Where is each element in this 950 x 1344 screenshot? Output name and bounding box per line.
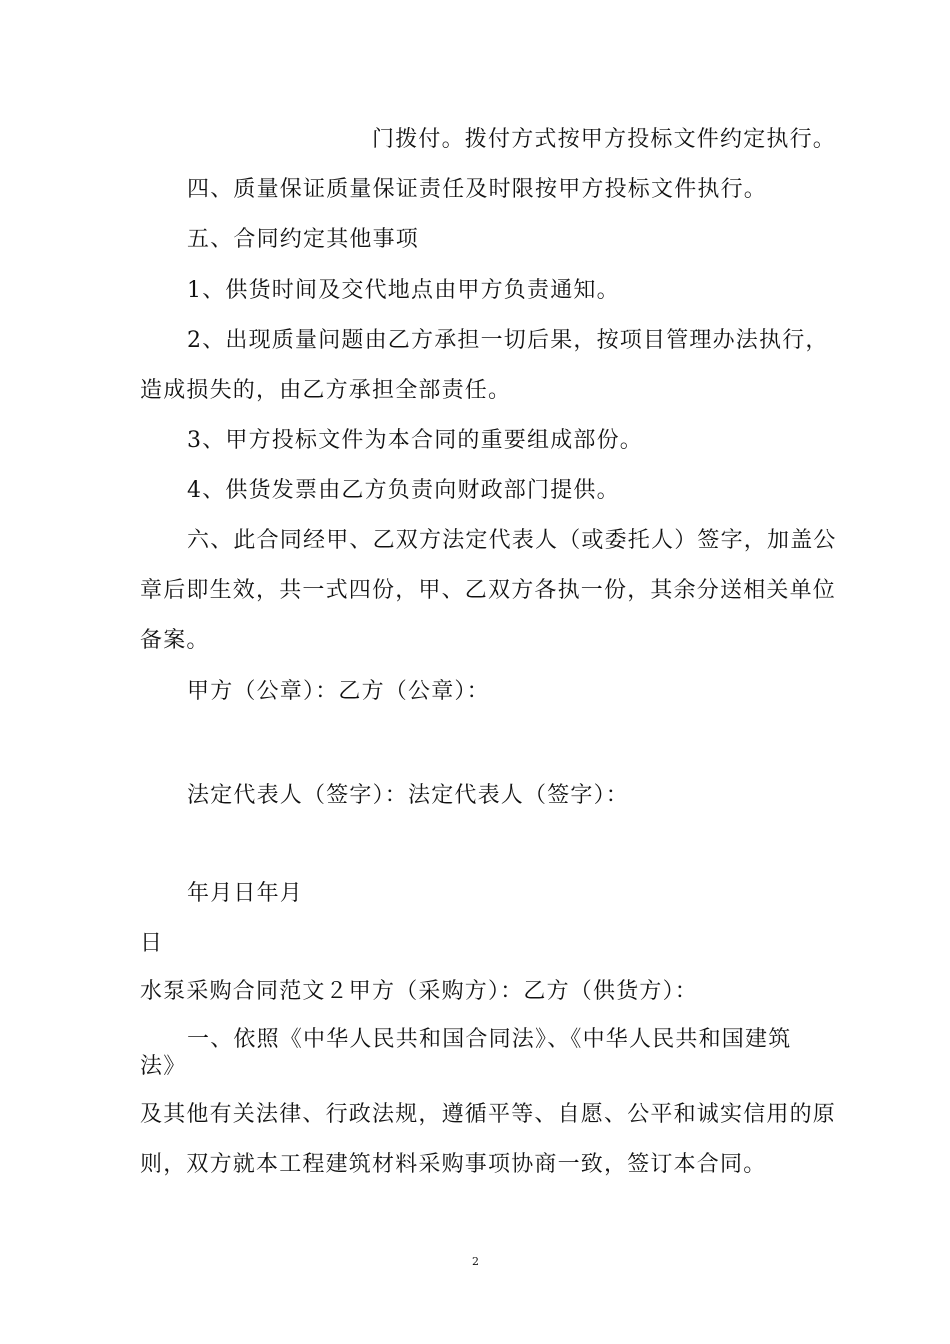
- text-line-3: 五、合同约定其他事项: [187, 227, 420, 252]
- text-line-12: 甲方（公章）：乙方（公章）：: [187, 679, 490, 704]
- text-line-10: 章后即生效，共一式四份，甲、乙双方各执一份，其余分送相关单位: [140, 578, 837, 603]
- text-line-19: 及其他有关法律、行政法规，遵循平等、自愿、公平和诚实信用的原: [140, 1102, 837, 1127]
- text-line-8: 4、供货发票由乙方负责向财政部门提供。: [187, 478, 620, 503]
- text-line-15: 日: [140, 931, 164, 956]
- text-line-20: 则，双方就本工程建筑材料采购事项协商一致，签订本合同。: [140, 1152, 767, 1177]
- text-line-17: 一、依照《中华人民共和国合同法》、《中华人民共和国建筑: [187, 1027, 792, 1052]
- text-line-2: 四、质量保证质量保证责任及时限按甲方投标文件执行。: [187, 177, 768, 202]
- text-line-11: 备案。: [140, 628, 210, 653]
- text-line-7: 3、甲方投标文件为本合同的重要组成部份。: [187, 428, 643, 453]
- text-line-16: 水泵采购合同范文２甲方（采购方）：乙方（供货方）：: [140, 979, 699, 1004]
- text-line-13: 法定代表人（签字）：法定代表人（签字）：: [187, 783, 630, 808]
- page-number: 2: [472, 1255, 479, 1268]
- text-line-18: 法》: [140, 1054, 187, 1079]
- text-line-4: 1、供货时间及交代地点由甲方负责通知。: [187, 278, 620, 303]
- text-line-1: 门拨付。拨付方式按甲方投标文件约定执行。: [372, 127, 837, 152]
- text-line-14: 年月日年月: [187, 881, 304, 906]
- text-line-6: 造成损失的，由乙方承担全部责任。: [140, 378, 512, 403]
- text-line-5: 2、出现质量问题由乙方承担一切后果，按项目管理办法执行，: [187, 328, 829, 353]
- text-line-9: 六、此合同经甲、乙双方法定代表人（或委托人）签字，加盖公: [187, 528, 837, 553]
